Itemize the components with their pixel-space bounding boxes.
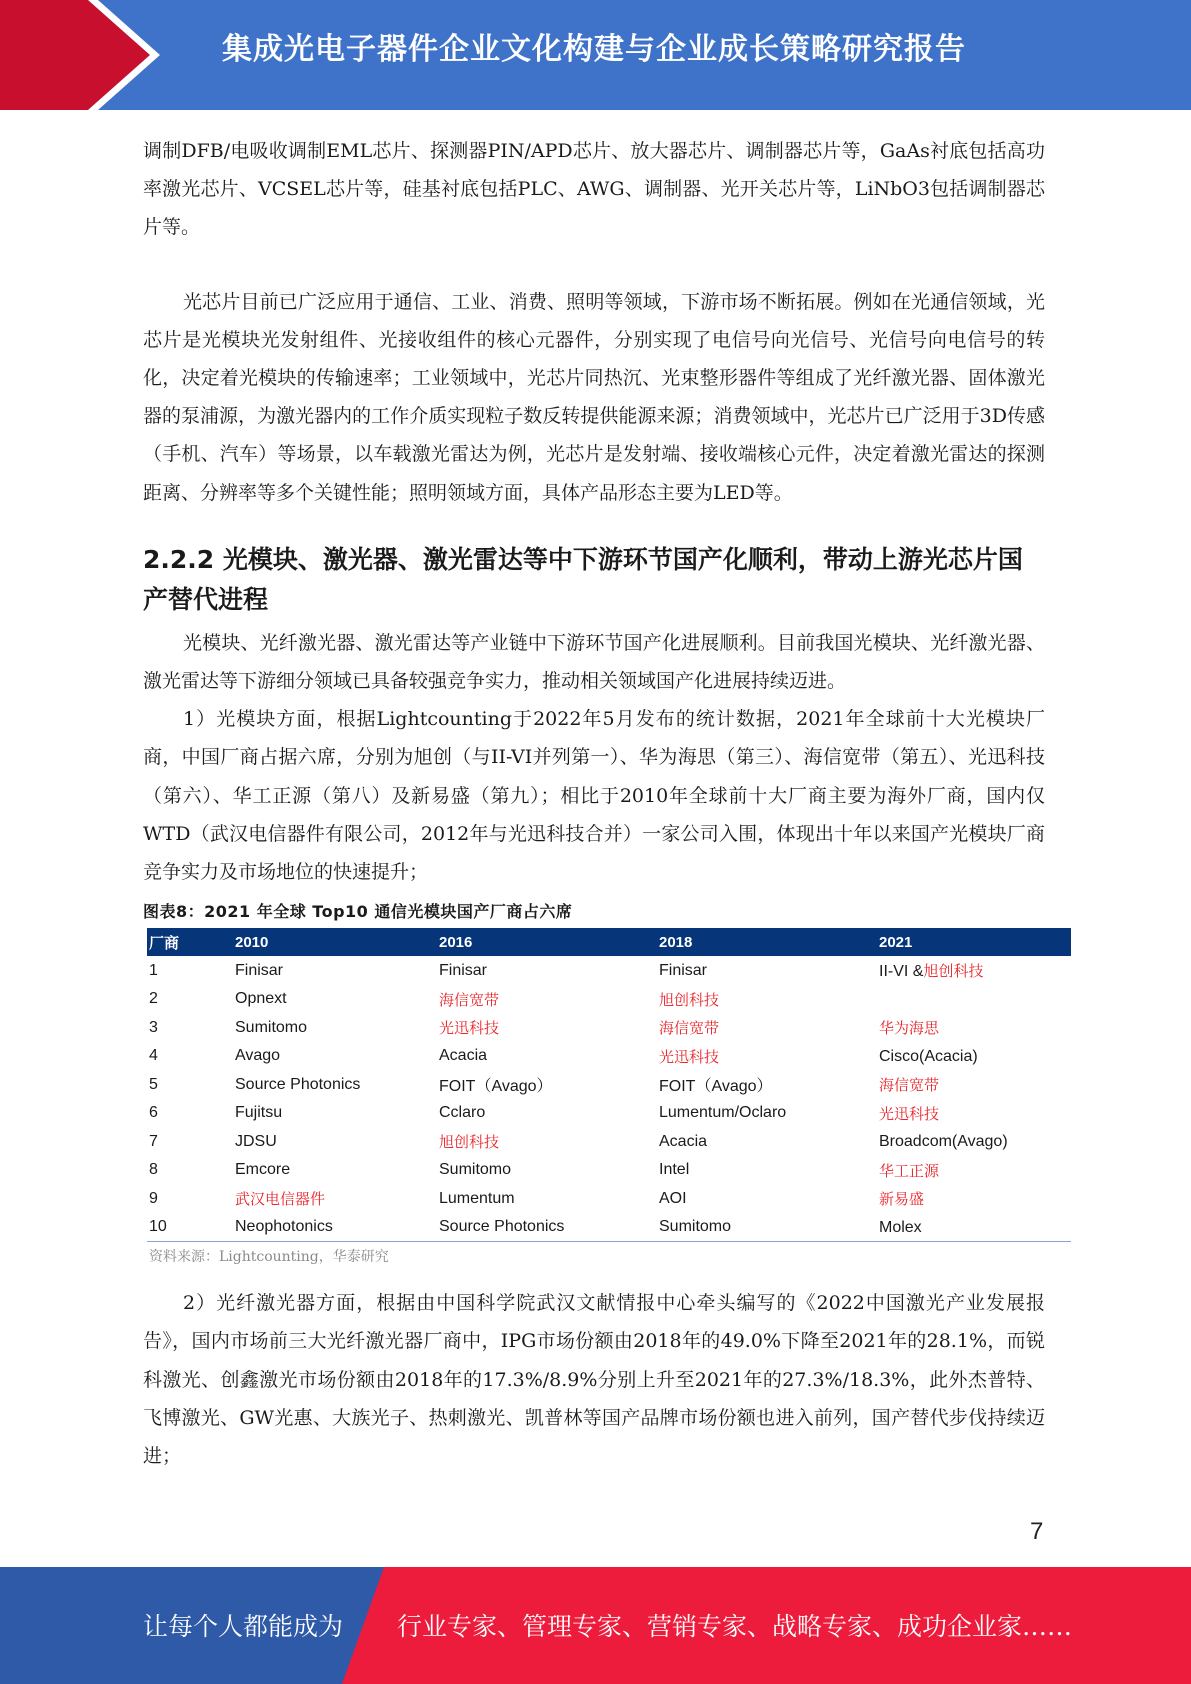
page-header	[0, 0, 1191, 110]
cell-2016: Finisar	[439, 961, 488, 979]
cell-2018: Acacia	[659, 1132, 708, 1150]
cell-2021-text: II-VI &	[879, 963, 924, 980]
cell-2010: Neophotonics	[233, 1213, 437, 1242]
cell-2016: Lumentum	[439, 1189, 515, 1207]
cell-rank: 1	[149, 961, 158, 979]
cell-2021	[877, 956, 1071, 985]
cell-2021-text: Broadcom(Avago)	[879, 1133, 1008, 1150]
cell-2016: Source Photonics	[437, 1213, 657, 1242]
cell-2016: 光迅科技	[439, 1019, 500, 1037]
cell-2010: Opnext	[235, 990, 287, 1007]
cell-rank: 3	[149, 1018, 158, 1036]
section-heading: 2.2.2 光模块、激光器、激光雷达等中下游环节国产化顺利，带动上游光芯片国产替代进程	[143, 544, 1023, 614]
page-footer	[0, 1567, 1191, 1684]
table-row	[147, 1099, 1071, 1128]
cell-2018: 旭创科技	[659, 990, 720, 1009]
cell-2021	[877, 1127, 1071, 1156]
table-row	[147, 1184, 1071, 1213]
cell-2010: Source Photonics	[235, 1075, 361, 1093]
cell-2018: Finisar	[659, 961, 708, 979]
cell-2021	[877, 1184, 1071, 1213]
cell-2010: Finisar	[235, 961, 284, 979]
header-vendor: 厂商	[149, 934, 180, 952]
paragraph-2: 光芯片目前已广泛应用于通信、工业、消费、照明等领域，下游市场不断拓展。例如在光通信领域，光芯片是光模块光发射组件、光接收组件的核心元器件，分别实现了电信号向光信号、光信号向电信号的转化，决定着光模块的传输速率；工业领域中，光芯片同热沉、光束整形器件等组成了光纤激光器、固体激光器的泵浦源，为激光器内的工作介质实现粒子数反转提供能源来源；消费领域中，光芯片已广泛用于3D传感（手机、汽车）等场景，以车载激光雷达为例，光芯片是发射端、接收端核心元件，决定着激光雷达的探测距离、分辨率等多个关键性能；照明领域方面，具体产品形态主要为LED等。	[143, 290, 1045, 504]
cell-rank: 6	[149, 1104, 158, 1121]
table-row	[147, 985, 1071, 1014]
cell-2021-domestic: 海信宽带	[879, 1076, 940, 1094]
cell-2016: FOIT（Avago）	[439, 1078, 553, 1095]
cell-2021	[877, 1042, 1071, 1071]
cell-rank: 9	[149, 1189, 158, 1207]
paragraph-5: 2）光纤激光器方面，根据由中国科学院武汉文献情报中心牵头编写的《2022中国激光产业发展报告》，国内市场前三大光纤激光器厂商中，IPG市场份额由2018年的49.0%下降至2021年的28.1%，而锐科激光、创鑫激光市场份额由2018年的17.3%/8.9%分别上升至2021年的27.3%/18.3%，此外杰普特、飞博激光、GW光惠、大族光子、热刺激光、凯普林等国产品牌市场份额也进入前列，国产替代步伐持续迈进；	[143, 1292, 1045, 1468]
header-2021: 2021	[879, 933, 913, 951]
footer-slogan-right: 行业专家、管理专家、营销专家、战略专家、成功企业家……	[397, 1612, 1073, 1641]
cell-2010: JDSU	[235, 1132, 277, 1150]
cell-2010: Avago	[235, 1047, 281, 1064]
cell-2021	[877, 1156, 1071, 1185]
table-caption: 图表8：2021 年全球 Top10 通信光模块国产厂商占六席	[143, 902, 573, 922]
cell-2021	[877, 1070, 1071, 1099]
table-row	[147, 1127, 1071, 1156]
vendor-ranking-table	[147, 928, 1071, 1242]
table-header-row	[147, 928, 1071, 956]
table-row	[147, 1156, 1071, 1185]
table-row	[147, 1013, 1071, 1042]
cell-2021-domestic: 新易盛	[879, 1190, 925, 1208]
cell-rank: 10	[147, 1213, 233, 1242]
cell-rank: 4	[149, 1047, 158, 1064]
paragraph-3: 光模块、光纤激光器、激光雷达等产业链中下游环节国产化进展顺利。目前我国光模块、光纤激光器、激光雷达等下游细分领域已具备较强竞争实力，推动相关领域国产化进展持续迈进。	[143, 631, 1045, 693]
page-number: 7	[1030, 1518, 1044, 1545]
vendor-table-container	[147, 928, 1071, 1242]
footer-slogan-left: 让每个人都能成为	[143, 1612, 344, 1641]
table-row	[147, 956, 1071, 985]
table-body	[147, 956, 1071, 1242]
cell-2018: Intel	[659, 1161, 690, 1178]
cell-2016: 海信宽带	[439, 990, 500, 1009]
cell-2021-domestic: 华工正源	[879, 1161, 940, 1180]
cell-2010: Emcore	[235, 1161, 291, 1178]
cell-2016: Acacia	[439, 1047, 488, 1064]
cell-2021	[877, 1213, 1071, 1242]
cell-2018: 光迅科技	[659, 1047, 720, 1066]
cell-2010: 武汉电信器件	[235, 1190, 326, 1208]
cell-2021-text: Molex	[879, 1218, 922, 1236]
report-title: 集成光电子器件企业文化构建与企业成长策略研究报告	[222, 32, 966, 67]
header-2018: 2018	[659, 933, 693, 951]
cell-2018: FOIT（Avago）	[659, 1078, 773, 1095]
cell-2018: Sumitomo	[657, 1213, 877, 1242]
cell-2021-domestic: 旭创科技	[923, 962, 984, 980]
paragraph-1: 调制DFB/电吸收调制EML芯片、探测器PIN/APD芯片、放大器芯片、调制器芯片等，GaAs衬底包括高功率激光芯片、VCSEL芯片等，硅基衬底包括PLC、AWG、调制器、光开关芯片等，LiNbO3包括调制器芯片等。	[143, 140, 1045, 239]
cell-rank: 5	[149, 1075, 158, 1093]
table-row	[147, 1042, 1071, 1071]
cell-2016: Sumitomo	[439, 1161, 512, 1178]
cell-2021	[877, 1099, 1071, 1128]
cell-2021-domestic: 光迅科技	[879, 1104, 940, 1123]
cell-2018: 海信宽带	[659, 1019, 720, 1037]
cell-2018: Lumentum/Oclaro	[659, 1104, 787, 1121]
cell-rank: 2	[149, 990, 158, 1007]
header-2010: 2010	[235, 933, 269, 951]
table-source: 资料来源：Lightcounting，华泰研究	[149, 1249, 389, 1266]
cell-2021-text: Cisco(Acacia)	[879, 1047, 978, 1065]
table-row	[147, 1213, 1071, 1242]
cell-2021	[877, 985, 1071, 1014]
cell-2018: AOI	[659, 1189, 687, 1207]
header-2016: 2016	[439, 933, 473, 951]
cell-rank: 7	[149, 1132, 158, 1150]
cell-2010: Sumitomo	[235, 1018, 308, 1036]
cell-rank: 8	[149, 1161, 158, 1178]
table-row	[147, 1070, 1071, 1099]
page-content	[143, 132, 1045, 1475]
cell-2021	[877, 1013, 1071, 1042]
cell-2016: 旭创科技	[439, 1133, 500, 1151]
cell-2021-domestic: 华为海思	[879, 1019, 940, 1037]
cell-2016: Cclaro	[439, 1104, 486, 1121]
paragraph-4: 1）光模块方面，根据Lightcounting于2022年5月发布的统计数据，2021年全球前十大光模块厂商，中国厂商占据六席，分别为旭创（与II-VI并列第一）、华为海思（第三）、海信宽带（第五）、光迅科技（第六）、华工正源（第八）及新易盛（第九）；相比于2010年全球前十大厂商主要为海外厂商，国内仅WTD（武汉电信器件有限公司，2012年与光迅科技合并）一家公司入围，体现出十年以来国产光模块厂商竞争实力及市场地位的快速提升；	[143, 708, 1045, 884]
cell-2010: Fujitsu	[235, 1104, 283, 1121]
